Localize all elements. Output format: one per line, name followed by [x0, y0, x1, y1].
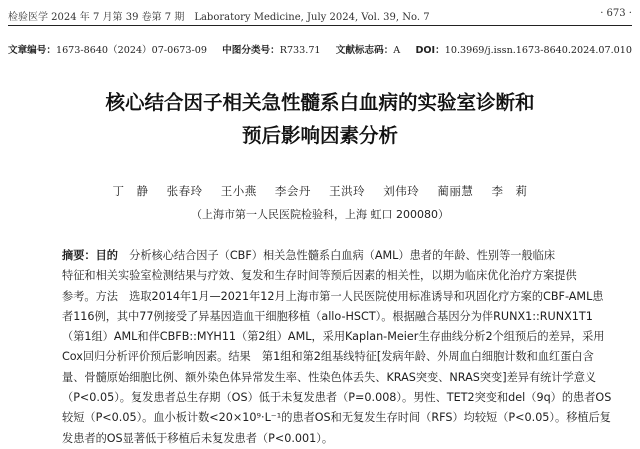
author: 张春玲 — [166, 184, 203, 198]
author: 王小燕 — [220, 184, 257, 198]
article-number: 文章编号：1673-8640（2024）07-0673-09 — [8, 45, 207, 56]
abstract-line: 特征和相关实验室检测结果与疗效、复发和生存时间等预后因素的相关性，以期为临床优化治疗方案提供 — [62, 269, 577, 283]
title-line-2: 预后影响因素分析 — [241, 124, 398, 147]
abstract-line: （第1组）AML和伴CBFB::MYH11（第2组）AML，采用Kaplan-Meier生存曲线分析2个组预后的差异，采用 — [62, 330, 605, 344]
abstract-line: 者116例，其中77例接受了异基因造血干细胞移植（allo-HSCT）。根据融合基因分为伴RUNX1::RUNX1T1 — [62, 309, 593, 323]
author: 蔺丽慧 — [437, 184, 474, 198]
abstract — [62, 246, 617, 449]
abstract-line: 较短（P<0.05）。血小板计数<20×10⁹·L⁻¹的患者OS和无复发生存时间（RFS）均较短（P<0.05）。移植后复 — [62, 411, 611, 425]
abstract-line: 摘要：目的 分析核心结合因子（CBF）相关急性髓系白血病（AML）患者的年龄、性别等一般临床 — [62, 249, 556, 262]
journal-issue-line: 检验医学 2024 年 7 月第 39 卷第 7 期 Laboratory Medicine, July 2024, Vol. 39, No. 7 — [8, 12, 430, 23]
paper-title — [20, 86, 620, 152]
abstract-line: Cox回归分析评价预后影响因素。结果 第1组和第2组基线特征[发病年龄、外周血白细胞计数和血红蛋白含 — [62, 350, 594, 364]
author: 王洪玲 — [329, 184, 366, 198]
abstract-line: 量、骨髓原始细胞比例、额外染色体异常发生率、性染色体丢失、KRAS突变、NRAS突变]差异有统计学意义 — [62, 370, 597, 384]
author: 李 莉 — [491, 184, 528, 198]
abstract-line: 参考。方法 选取2014年1月—2021年12月上海市第一人民医院使用标准诱导和巩固化疗方案的CBF-AML患 — [62, 289, 604, 303]
affiliation: （上海市第一人民医院检验科，上海 虹口 200080） — [191, 208, 449, 221]
author: 李会丹 — [274, 184, 311, 198]
doi: DOI：10.3969/j.issn.1673-8640.2024.07.010 — [415, 45, 632, 56]
document-code: 文献标志码：A — [335, 45, 401, 56]
page-number: · 673 · — [600, 8, 632, 19]
clc-number: 中图分类号：R733.71 — [222, 45, 321, 56]
author: 刘伟玲 — [383, 184, 420, 198]
abstract-line: （P<0.05）。复发患者总生存期（OS）低于未复发患者（P=0.008）。男性、TET2突变和del（9q）的患者OS — [62, 391, 612, 405]
author-list — [0, 183, 640, 199]
header-rule — [8, 25, 632, 26]
objective-label: 目的 — [95, 249, 118, 262]
article-meta — [8, 42, 632, 56]
title-line-1: 核心结合因子相关急性髓系白血病的实验室诊断和 — [105, 91, 535, 114]
abstract-label: 摘要： — [62, 249, 96, 262]
abstract-line: 发患者的OS显著低于移植后未复发患者（P<0.001）。 — [62, 431, 334, 445]
running-header — [8, 8, 632, 23]
author: 丁 静 — [112, 184, 149, 198]
